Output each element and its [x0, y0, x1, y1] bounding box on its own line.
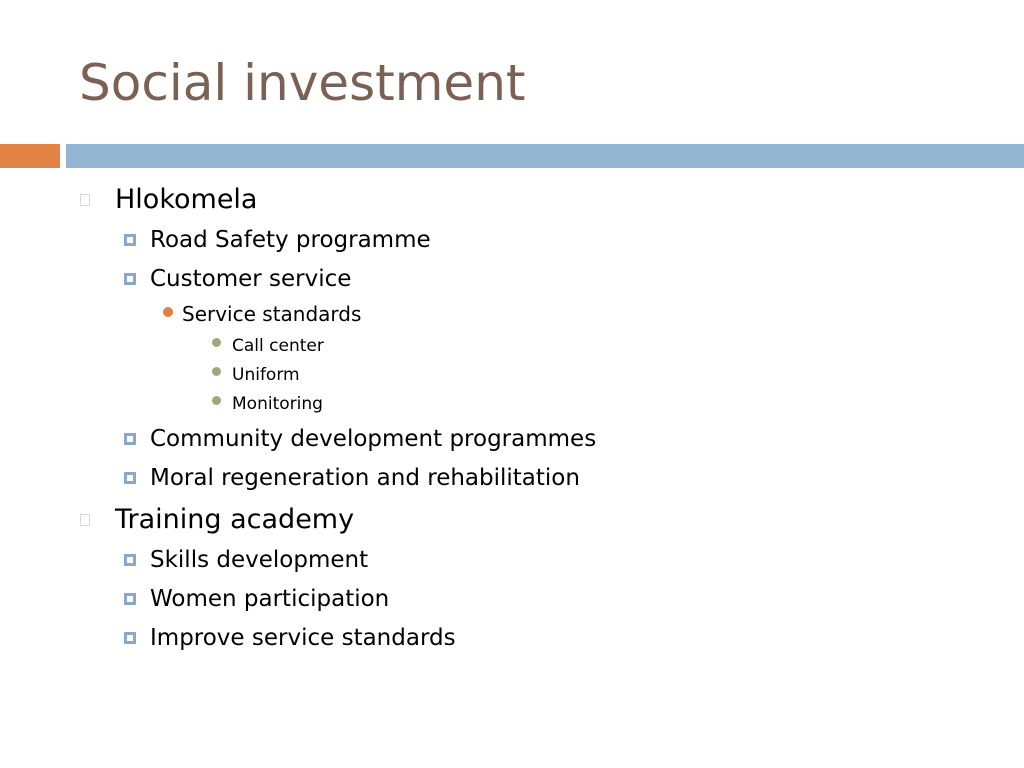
square-bullet-icon [124, 593, 136, 605]
green-dot-bullet-icon [212, 367, 221, 376]
square-bullet-icon [124, 433, 136, 445]
bullet-training-academy: Training academy [115, 504, 355, 535]
accent-band [0, 144, 60, 168]
bullet-hlokomela: Hlokomela [115, 184, 258, 215]
green-dot-bullet-icon [212, 338, 221, 347]
orange-dot-bullet-icon [163, 307, 173, 317]
bullet-women-participation: Women participation [150, 586, 390, 612]
title-divider-band [66, 144, 1024, 168]
bullet-improve-service-standards: Improve service standards [150, 625, 456, 651]
green-dot-bullet-icon [212, 396, 221, 405]
bullet-uniform: Uniform [232, 365, 300, 385]
slide-title: Social investment [79, 54, 526, 112]
square-bullet-icon [124, 472, 136, 484]
level1-bullet-icon [80, 194, 90, 206]
bullet-monitoring: Monitoring [232, 394, 323, 414]
bullet-call-center: Call center [232, 336, 324, 356]
square-bullet-icon [124, 234, 136, 246]
bullet-customer-service: Customer service [150, 266, 352, 292]
bullet-moral-regeneration: Moral regeneration and rehabilitation [150, 465, 580, 491]
level1-bullet-icon [80, 514, 90, 526]
bullet-community-development: Community development programmes [150, 426, 597, 452]
bullet-service-standards: Service standards [182, 302, 362, 326]
square-bullet-icon [124, 273, 136, 285]
bullet-road-safety: Road Safety programme [150, 227, 431, 253]
bullet-skills-development: Skills development [150, 547, 369, 573]
square-bullet-icon [124, 632, 136, 644]
square-bullet-icon [124, 554, 136, 566]
